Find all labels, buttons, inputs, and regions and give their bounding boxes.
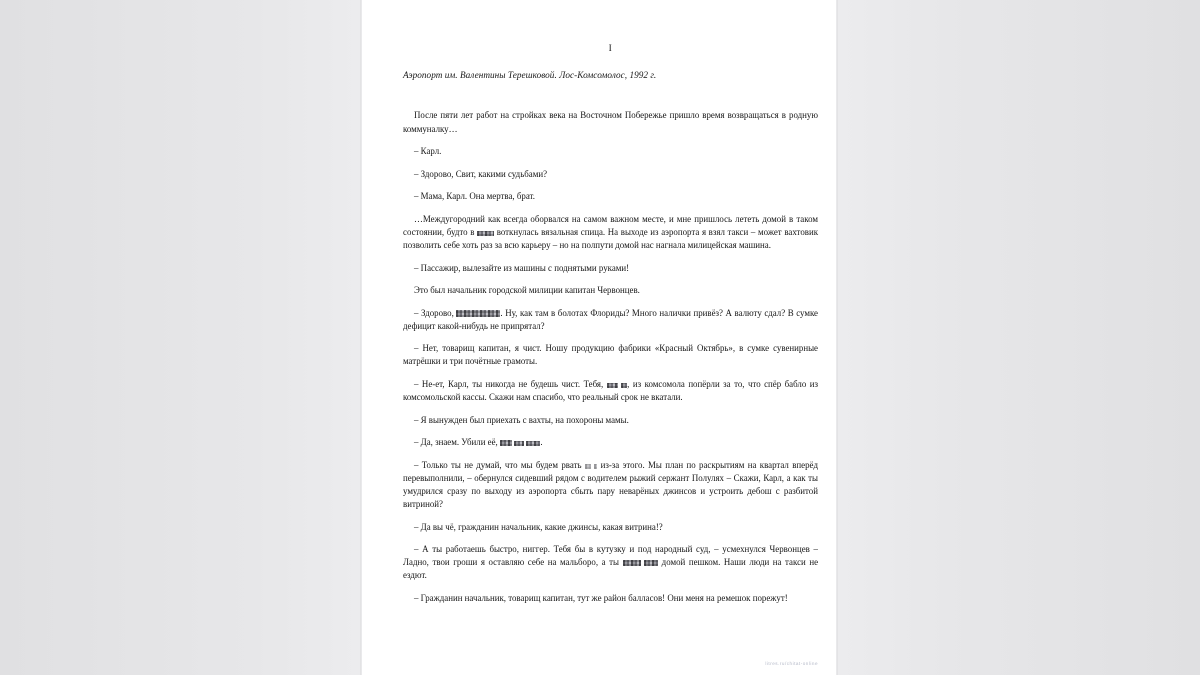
paragraph-text: Это был начальник городской милиции капитан Червонцев. — [414, 285, 640, 296]
body-text — [403, 109, 818, 605]
paragraph-text: – А ты работаешь быстро, ниггер. Тебя бы в кутузку и под народный суд, – усмехнулся Червонцев – Ладно, твои гроши я оставляю себе на мальборо, а ты — [403, 544, 818, 568]
redaction-block — [456, 310, 500, 317]
paragraph — [403, 543, 818, 582]
redaction-block — [607, 383, 618, 388]
paragraph-text: – Мама, Карл. Она мертва, брат. — [414, 191, 535, 202]
paragraph-text: – Да, знаем. Убили её, — [414, 437, 500, 448]
paragraph — [403, 145, 818, 158]
paragraph — [403, 436, 818, 449]
redaction-block — [514, 441, 524, 446]
paragraph — [403, 190, 818, 203]
paragraph-text: – Не-ет, Карл, ты никогда не будешь чист. Тебя, — [414, 379, 607, 390]
viewer-gutter-left — [0, 0, 362, 675]
paragraph-text: . — [540, 437, 543, 448]
redaction-block — [623, 560, 641, 567]
paragraph-text: – Карл. — [414, 146, 442, 157]
redaction-block — [585, 464, 591, 469]
paragraph-text: – Пассажир, вылезайте из машины с поднятыми руками! — [414, 262, 630, 273]
viewer-gutter-right — [836, 0, 1200, 675]
redaction-block — [644, 560, 658, 567]
paragraph — [403, 109, 818, 135]
paragraph-text: . Ну, как там в болотах Флориды? Много налички привёз? А валюту сдал? В сумке дефицит какой-нибудь не припрятал? — [403, 307, 818, 331]
paragraph — [403, 213, 818, 252]
redaction-block — [526, 441, 540, 446]
paragraph — [403, 342, 818, 368]
paragraph-text: После пяти лет работ на стройках века на Восточном Побережье пришло время возвращаться в родную коммуналку… — [403, 110, 818, 134]
paragraph-text: воткнулась вязальная спица. На выходе из аэропорта я взял такси – может вахтовик позволить себе хоть раз за всю карьеру – но на полпути домой нас нагнала милицейская машина. — [403, 226, 819, 250]
paragraph — [403, 459, 818, 511]
paragraph — [403, 168, 818, 181]
paragraph-text: , из комсомола попёрли за то, что спёр бабло из комсомольской кассы. Скажи нам спасибо, что реальный срок не вкатали. — [403, 379, 818, 403]
redaction-block — [500, 440, 512, 447]
redaction-block — [477, 231, 494, 236]
paragraph — [403, 307, 818, 333]
redaction-block — [594, 464, 597, 469]
page-text-column — [403, 0, 818, 675]
document-page — [362, 0, 836, 675]
paragraph — [403, 592, 818, 605]
paragraph-text: …Междугородний как всегда оборвался на самом важном месте, и мне пришлось лететь домой в таком состоянии, будто в — [403, 213, 818, 237]
paragraph-text: – Здорово, Свит, какими судьбами? — [414, 168, 548, 179]
redaction-block — [621, 383, 627, 388]
paragraph-text: – Я вынужден был приехать с вахты, на похороны мамы. — [414, 414, 629, 425]
paragraph-text: из-за этого. Мы план по раскрытиям на квартал вперёд перевыполнили, – обернулся сидевший рядом с водителем рыжий сержант Полулях – Скажи, Карл, а как ты умудрился сразу по выходу из аэропорта сбыть пару неварёных джинсов и устроить дебош с разбитой витриной? — [403, 459, 818, 510]
paragraph-text: – Только ты не думай, что мы будем рвать — [414, 459, 585, 470]
paragraph — [403, 521, 818, 534]
paragraph-text: – Здорово, — [414, 307, 457, 318]
paragraph-text: – Нет, товарищ капитан, я чист. Ношу продукцию фабрики «Красный Октябрь», в сумке сувенирные матрёшки и три почётные грамоты. — [403, 343, 818, 367]
page-watermark: litres.ru/chitat-online — [765, 661, 818, 666]
paragraph — [403, 284, 818, 297]
chapter-dateline: Аэропорт им. Валентины Терешковой. Лос-Комсомолос, 1992 г. — [403, 70, 657, 80]
paragraph-text: домой пешком. Наши люди на такси не ездют. — [403, 557, 819, 581]
paragraph-text: – Гражданин начальник, товарищ капитан, тут же район балласов! Они меня на ремешок порежут! — [414, 592, 788, 603]
paragraph — [403, 378, 818, 404]
paragraph — [403, 414, 818, 427]
chapter-number: I — [608, 44, 613, 54]
paragraph-text: – Да вы чё, гражданин начальник, какие джинсы, какая витрина!? — [414, 521, 663, 532]
paragraph — [403, 262, 818, 275]
